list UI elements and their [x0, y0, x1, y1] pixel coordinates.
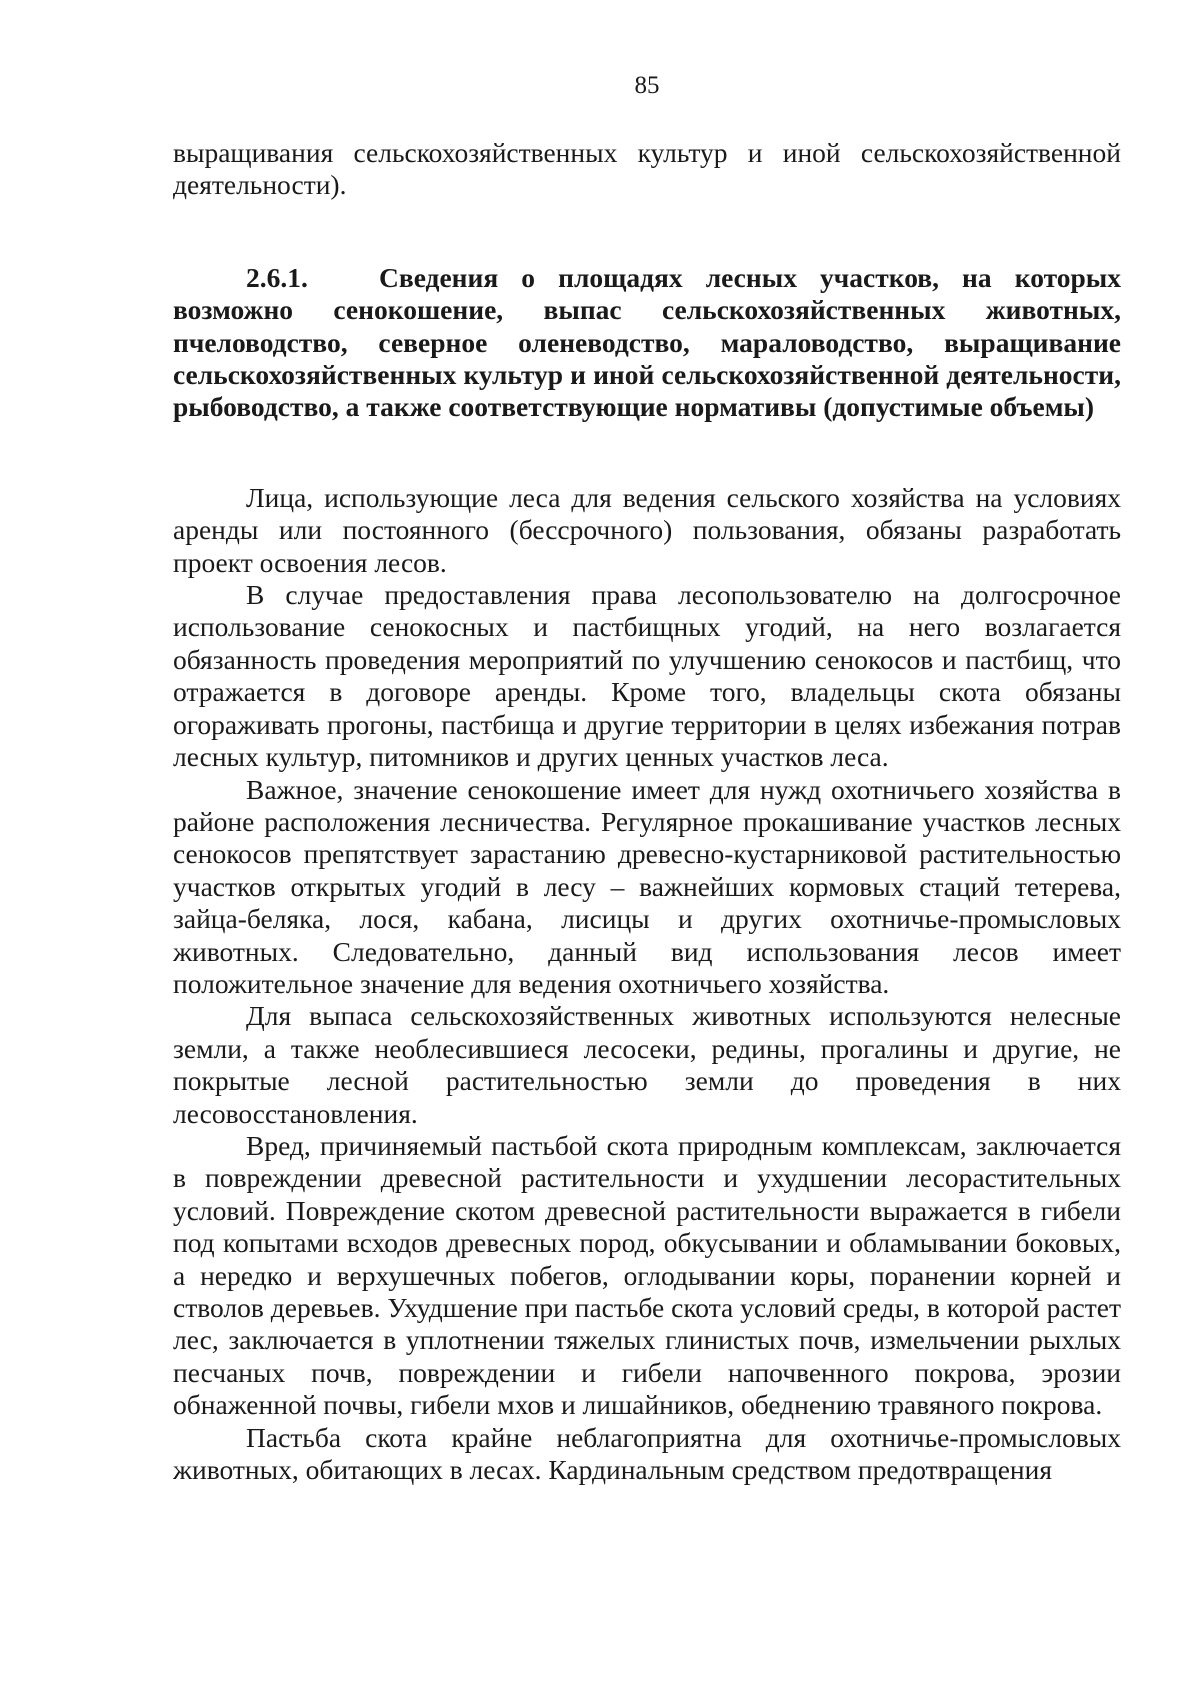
section-title: Сведения о площадях лесных участков, на которых возможно сенокошение, выпас сельскохозяйственных животных, пчеловодство, северное оленеводство, мараловодство, выращивание сельскохозяйственных культур и иной сельскохозяйственной деятельности, рыбоводство, а также соответствующие нормативы (допустимые объемы) — [173, 261, 1121, 423]
page-number: 85 — [634, 72, 660, 99]
paragraph: В случае предоставления права лесопользователю на долгосрочное использование сенокосных и пастбищных угодий, на него возлагается обязанность проведения мероприятий по улучшению сенокосов и пастбищ, что отражается в договоре аренды. Кроме того, владельцы скота обязаны огораживать прогоны, пастбища и другие территории в целях избежания потрав лесных культур, питомников и других ценных участков леса. — [173, 579, 1121, 773]
paragraph: Для выпаса сельскохозяйственных животных используются нелесные земли, а также необлесившиеся лесосеки, редины, прогалины и другие, не покрытые лесной растительностью земли до проведения в них лесовосстановления. — [173, 1000, 1121, 1129]
page-content — [173, 137, 1121, 1486]
section-heading — [173, 262, 1121, 424]
intro-fragment: выращивания сельскохозяйственных культур и иной сельскохозяйственной деятельности). — [173, 137, 1121, 201]
section-number: 2.6.1. — [246, 261, 308, 293]
paragraph: Важное, значение сенокошение имеет для нужд охотничьего хозяйства в районе расположения лесничества. Регулярное прокашивание участков лесных сенокосов препятствует зарастанию древесно-кустарниковой растительностью участков открытых угодий в лесу – важнейших кормовых стаций тетерева, зайца-беляка, лося, кабана, лисицы и других охотничье-промысловых животных. Следовательно, данный вид использования лесов имеет положительное значение для ведения охотничьего хозяйства. — [173, 773, 1121, 999]
paragraph: Пастьба скота крайне неблагоприятна для охотничье-промысловых животных, обитающих в лесах. Кардинальным средством предотвращения — [173, 1421, 1121, 1486]
paragraph: Лица, использующие леса для ведения сельского хозяйства на условиях аренды или постоянного (бессрочного) пользования, обязаны разработать проект освоения лесов. — [173, 481, 1121, 578]
paragraph: Вред, причиняемый пастьбой скота природным комплексам, заключается в повреждении древесной растительности и ухудшении лесорастительных условий. Повреждение скотом древесной растительности выражается в гибели под копытами всходов древесных пород, обкусывании и обламывании боковых, а нередко и верхушечных побегов, оглодывании коры, поранении корней и стволов деревьев. Ухудшение при пастьбе скота условий среды, в которой растет лес, заключается в уплотнении тяжелых глинистых почв, измельчении рыхлых песчаных почв, повреждении и гибели напочвенного покрова, эрозии обнаженной почвы, гибели мхов и лишайников, обеднению травяного покрова. — [173, 1129, 1121, 1421]
